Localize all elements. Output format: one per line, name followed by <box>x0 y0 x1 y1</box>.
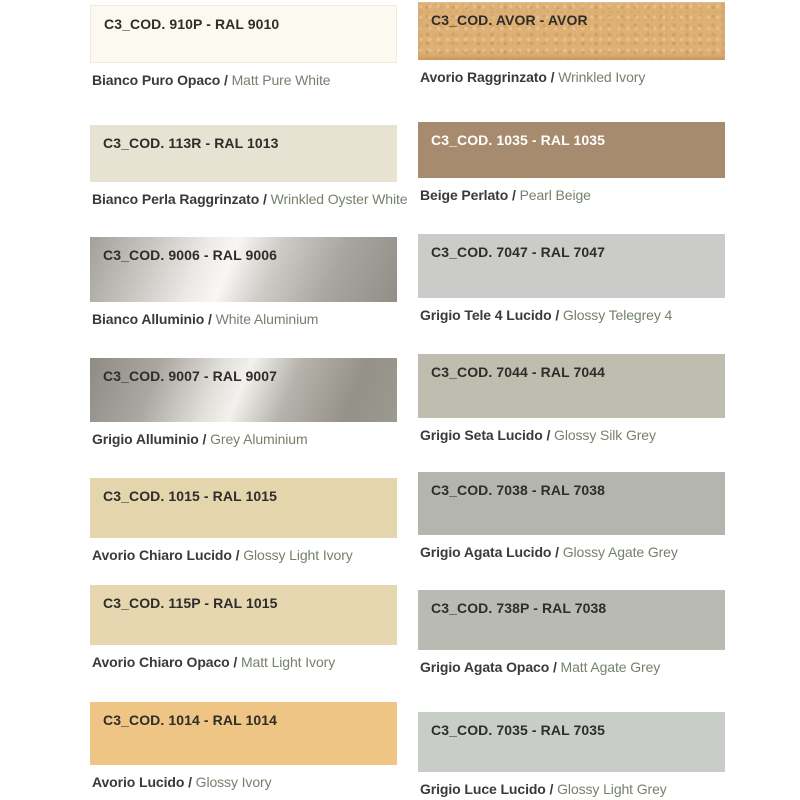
color-swatch <box>418 472 725 535</box>
color-swatch <box>418 122 725 178</box>
color-name-italian: Bianco Perla Raggrinzato <box>92 191 260 207</box>
name-separator: / <box>198 431 211 447</box>
color-swatch <box>418 234 725 298</box>
swatch-caption <box>418 658 725 676</box>
color-name-english: Grey Aluminium <box>210 431 308 447</box>
name-separator: / <box>508 187 520 203</box>
swatch-code-label: C3_COD. 115P - RAL 1015 <box>103 595 278 611</box>
color-name-english: White Aluminium <box>215 311 319 327</box>
swatch-code-label: C3_COD. 1035 - RAL 1035 <box>431 132 606 148</box>
color-swatch <box>90 478 397 538</box>
name-separator: / <box>545 781 558 797</box>
color-name-italian: Avorio Chiaro Lucido <box>92 547 232 563</box>
swatch-code-label: C3_COD. 1014 - RAL 1014 <box>103 712 278 728</box>
color-name-english: Wrinkled Oyster White <box>270 191 408 207</box>
swatch-card <box>90 702 397 791</box>
swatch-caption <box>418 780 725 798</box>
name-separator: / <box>551 544 563 560</box>
color-swatch <box>90 585 397 645</box>
swatch-card <box>418 590 725 676</box>
swatch-code-label: C3_COD. 7035 - RAL 7035 <box>431 722 606 738</box>
color-swatch <box>418 590 725 650</box>
name-separator: / <box>220 72 232 88</box>
color-name-italian: Avorio Raggrinzato <box>420 69 547 85</box>
color-name-italian: Avorio Chiaro Opaco <box>92 654 230 670</box>
color-name-italian: Grigio Tele 4 Lucido <box>420 307 552 323</box>
color-swatch <box>90 358 397 422</box>
swatch-caption <box>90 430 397 448</box>
swatch-code-label: C3_COD. AVOR - AVOR <box>431 12 588 28</box>
swatch-code-label: C3_COD. 113R - RAL 1013 <box>103 135 279 151</box>
swatch-card <box>90 478 397 564</box>
name-separator: / <box>259 191 271 207</box>
swatch-card <box>418 234 725 324</box>
color-swatch <box>418 2 725 60</box>
swatch-caption <box>90 71 397 89</box>
swatch-card <box>418 2 725 86</box>
swatch-caption <box>418 426 725 444</box>
swatch-card <box>90 585 397 671</box>
name-separator: / <box>551 307 563 323</box>
color-name-italian: Grigio Seta Lucido <box>420 427 543 443</box>
color-name-italian: Bianco Alluminio <box>92 311 205 327</box>
swatch-card <box>90 237 397 328</box>
color-name-english: Glossy Light Grey <box>557 781 667 797</box>
color-name-english: Matt Agate Grey <box>560 659 661 675</box>
color-name-italian: Grigio Alluminio <box>92 431 199 447</box>
swatch-card <box>418 712 725 798</box>
color-name-english: Glossy Light Ivory <box>243 547 353 563</box>
swatch-caption <box>90 190 408 208</box>
color-swatch <box>90 5 397 63</box>
name-separator: / <box>549 659 561 675</box>
color-name-italian: Avorio Lucido <box>92 774 185 790</box>
swatch-code-label: C3_COD. 738P - RAL 7038 <box>431 600 607 616</box>
swatch-code-label: C3_COD. 9006 - RAL 9006 <box>103 247 278 263</box>
swatch-caption <box>418 306 725 324</box>
swatch-code-label: C3_COD. 1015 - RAL 1015 <box>103 488 278 504</box>
swatch-card <box>418 122 725 204</box>
color-name-italian: Grigio Luce Lucido <box>420 781 546 797</box>
swatch-caption <box>418 68 725 86</box>
color-swatch <box>418 712 725 772</box>
color-swatch <box>90 237 397 302</box>
swatch-caption <box>90 546 397 564</box>
color-name-english: Matt Light Ivory <box>240 654 336 670</box>
swatch-caption <box>418 543 725 561</box>
name-separator: / <box>184 774 196 790</box>
color-name-english: Matt Pure White <box>231 72 331 88</box>
swatch-card <box>418 472 725 561</box>
color-name-italian: Grigio Agata Opaco <box>420 659 550 675</box>
color-name-italian: Beige Perlato <box>420 187 509 203</box>
name-separator: / <box>542 427 555 443</box>
swatch-caption <box>418 186 725 204</box>
name-separator: / <box>231 547 244 563</box>
swatch-card <box>90 125 408 208</box>
color-name-english: Glossy Telegrey 4 <box>562 307 673 323</box>
color-name-italian: Bianco Puro Opaco <box>92 72 221 88</box>
color-swatch <box>418 354 725 418</box>
swatch-code-label: C3_COD. 910P - RAL 9010 <box>104 16 280 32</box>
swatch-caption <box>90 653 397 671</box>
color-name-english: Glossy Agate Grey <box>562 544 678 560</box>
swatch-card <box>90 5 397 89</box>
color-name-english: Glossy Ivory <box>195 774 272 790</box>
name-separator: / <box>546 69 559 85</box>
swatch-caption <box>90 773 397 791</box>
swatch-card <box>90 358 397 448</box>
swatch-code-label: C3_COD. 7038 - RAL 7038 <box>431 482 606 498</box>
color-name-english: Pearl Beige <box>519 187 591 203</box>
swatch-caption <box>90 310 397 328</box>
swatch-code-label: C3_COD. 7047 - RAL 7047 <box>431 244 606 260</box>
color-name-english: Wrinkled Ivory <box>558 69 646 85</box>
color-name-english: Glossy Silk Grey <box>554 427 656 443</box>
swatch-card <box>418 354 725 444</box>
name-separator: / <box>204 311 216 327</box>
color-swatch <box>90 125 397 182</box>
name-separator: / <box>229 654 241 670</box>
color-name-italian: Grigio Agata Lucido <box>420 544 552 560</box>
color-swatch <box>90 702 397 765</box>
swatch-code-label: C3_COD. 9007 - RAL 9007 <box>103 368 278 384</box>
swatch-code-label: C3_COD. 7044 - RAL 7044 <box>431 364 606 380</box>
